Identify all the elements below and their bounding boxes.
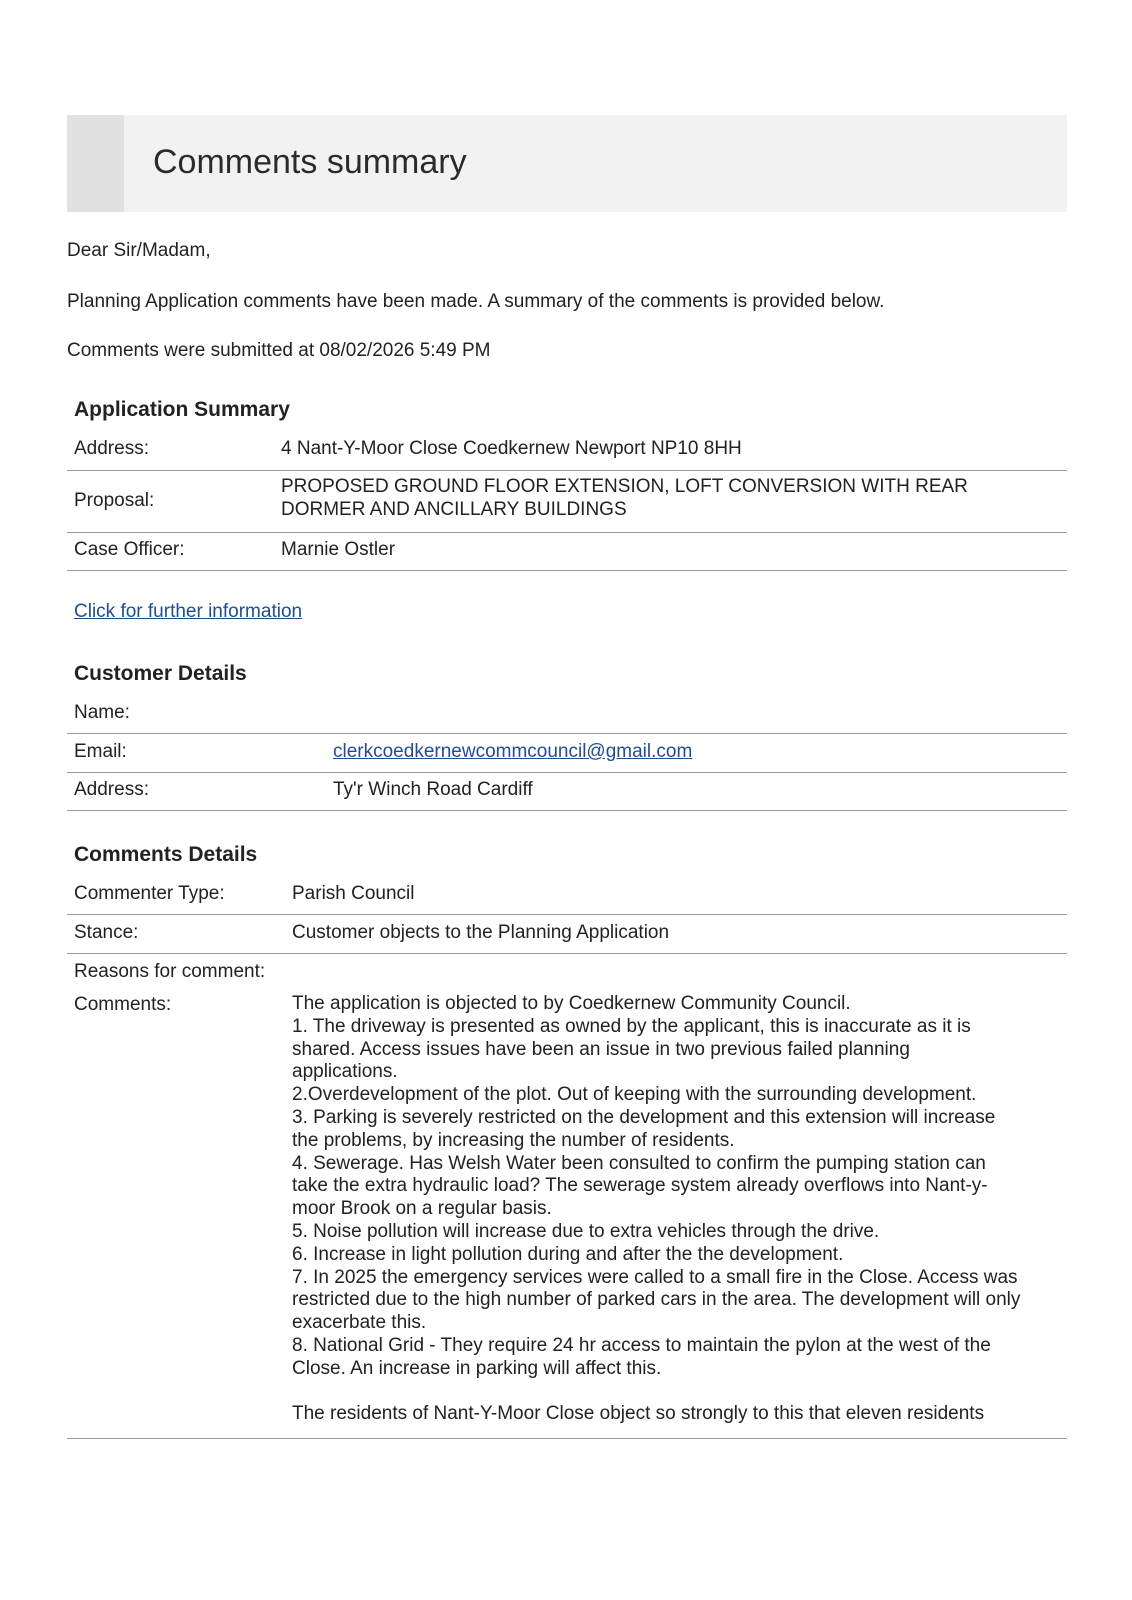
reasons-row	[67, 954, 1067, 992]
comment-line: The application is objected to by Coedkernew Community Council.	[292, 993, 851, 1014]
comment-line: 4. Sewerage. Has Welsh Water been consulted to confirm the pumping station can	[292, 1152, 986, 1174]
comments-details-title: Comments Details	[74, 843, 258, 866]
customer-address-value: Ty'r Winch Road Cardiff	[333, 779, 533, 800]
name-row	[67, 694, 1067, 734]
comment-line: 6. Increase in light pollution during and after the the development.	[292, 1243, 844, 1265]
customer-details-title: Customer Details	[74, 662, 247, 685]
comment-line: Close. An increase in parking will affect this.	[292, 1357, 662, 1379]
customer-address-label: Address:	[74, 779, 149, 800]
customer-address-row	[67, 773, 1067, 811]
comment-line: 7. In 2025 the emergency services were called to a small fire in the Close. Access was	[292, 1266, 1018, 1288]
further-info-link[interactable]: Click for further information	[74, 601, 303, 622]
comment-line: 3. Parking is severely restricted on the development and this extension will increase	[292, 1106, 996, 1128]
comment-line: 1. The driveway is presented as owned by the applicant, this is inaccurate as it is	[292, 1015, 971, 1037]
comment-line: shared. Access issues have been an issue in two previous failed planning	[292, 1038, 910, 1060]
comment-line: moor Brook on a regular basis.	[292, 1198, 552, 1220]
email-label: Email:	[74, 741, 127, 762]
commenter-type-value: Parish Council	[292, 883, 415, 904]
application-summary-title: Application Summary	[74, 398, 290, 421]
stance-label: Stance:	[74, 922, 139, 943]
commenter-type-label: Commenter Type:	[74, 883, 225, 904]
comment-paragraph-gap	[292, 1381, 1067, 1404]
greeting: Dear Sir/Madam,	[67, 240, 211, 261]
submitted-time: Comments were submitted at 08/02/2026 5:49 PM	[67, 340, 491, 361]
comment-line: restricted due to the high number of parked cars in the area. The development will only	[292, 1289, 1021, 1311]
address-row	[67, 424, 1067, 471]
page-title: Comments summary	[153, 143, 467, 181]
comment-line: 8. National Grid - They require 24 hr access to maintain the pylon at the west of the	[292, 1334, 991, 1356]
comments-label: Comments:	[74, 994, 172, 1015]
comment-line: exacerbate this.	[292, 1312, 427, 1334]
comment-line: applications.	[292, 1061, 398, 1083]
address-label: Address:	[74, 438, 149, 459]
comments-bottom-rule	[67, 1438, 1067, 1439]
intro-line: Planning Application comments have been made. A summary of the comments is provided below.	[67, 291, 885, 312]
comment-final-line: The residents of Nant-Y-Moor Close object so strongly to this that eleven residents	[292, 1403, 985, 1425]
stance-row	[67, 915, 1067, 954]
email-link[interactable]: clerkcoedkernewcommcouncil@gmail.com	[333, 741, 693, 762]
reasons-label: Reasons for comment:	[74, 961, 266, 982]
comment-line: 2.Overdevelopment of the plot. Out of keeping with the surrounding development.	[292, 1084, 977, 1106]
case-officer-row	[67, 533, 1067, 571]
proposal-value-line1: PROPOSED GROUND FLOOR EXTENSION, LOFT CONVERSION WITH REAR	[281, 476, 968, 497]
proposal-value-line2: DORMER AND ANCILLARY BUILDINGS	[281, 499, 627, 520]
name-label: Name:	[74, 702, 130, 723]
case-officer-value: Marnie Ostler	[281, 539, 396, 560]
case-officer-label: Case Officer:	[74, 539, 185, 560]
header-banner	[67, 115, 1067, 212]
stance-value: Customer objects to the Planning Application	[292, 922, 670, 943]
address-value: 4 Nant-Y-Moor Close Coedkernew Newport NP10 8HH	[281, 438, 742, 459]
email-row	[67, 734, 1067, 773]
commenter-type-row	[67, 876, 1067, 915]
comment-line: 5. Noise pollution will increase due to extra vehicles through the drive.	[292, 1220, 880, 1242]
proposal-label: Proposal:	[74, 490, 155, 511]
comments-text	[292, 993, 1067, 1426]
comment-line: take the extra hydraulic load? The sewerage system already overflows into Nant-y-	[292, 1175, 988, 1197]
proposal-row	[67, 471, 1067, 533]
banner-accent-bar	[67, 115, 124, 212]
comment-line: the problems, by increasing the number of residents.	[292, 1129, 735, 1151]
